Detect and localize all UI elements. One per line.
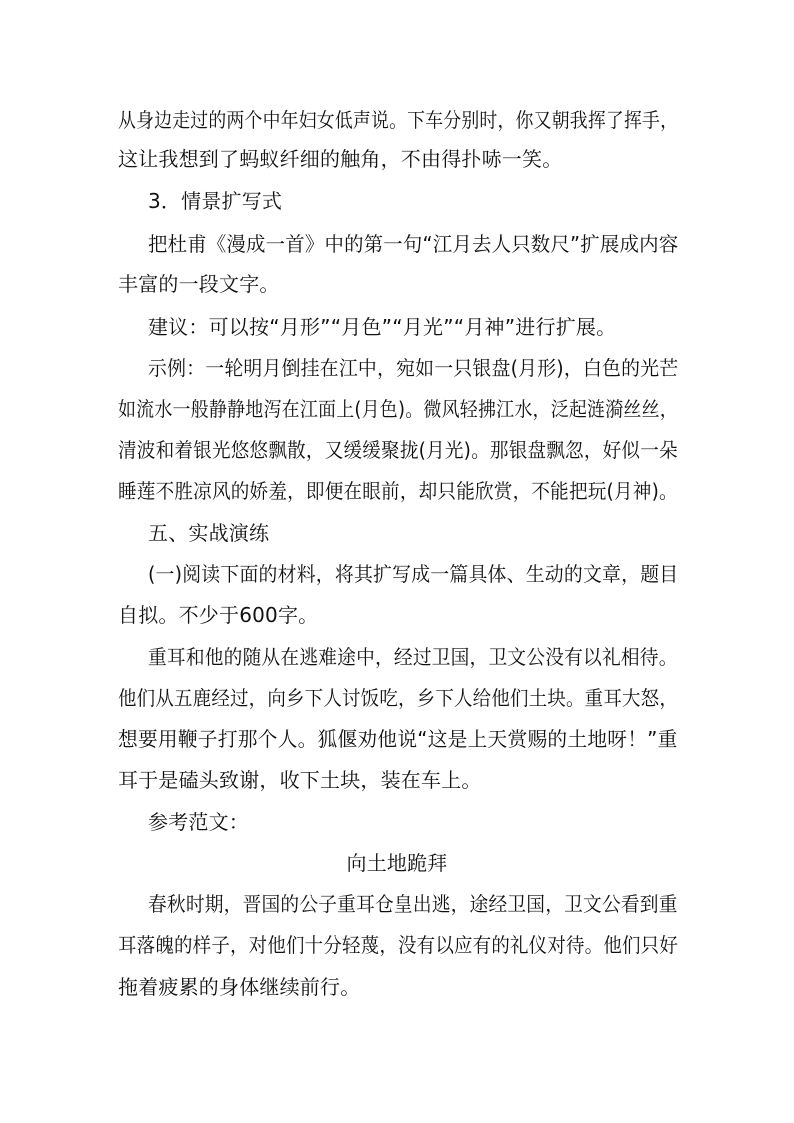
paragraph-line: 耳落魄的样子，对他们十分轻蔑，没有以应有的礼仪对待。他们只好 xyxy=(118,933,679,957)
paragraph-line: 拖着疲累的身体继续前行。 xyxy=(118,975,361,999)
section-heading: 五、实战演练 xyxy=(148,521,270,545)
paragraph-line: 如流水一般静静地泻在江面上(月色)。微风轻拂江水，泛起涟漪丝丝， xyxy=(118,397,679,421)
paragraph-line: 清波和着银光悠悠飘散，又缓缓聚拢(月光)。那银盘飘忽，好似一朵 xyxy=(118,438,678,462)
paragraph-line: (一)阅读下面的材料，将其扩写成一篇具体、生动的文章，题目 xyxy=(148,562,679,586)
paragraph-line: 从身边走过的两个中年妇女低声说。下车分别时，你又朝我挥了挥手， xyxy=(118,108,679,132)
paragraph-line: 重耳和他的随从在逃难途中，经过卫国，卫文公没有以礼相待。 xyxy=(148,645,678,669)
essay-title: 向土地跪拜 xyxy=(346,851,448,875)
paragraph-line: 耳于是磕头致谢，收下土块，装在车上。 xyxy=(118,768,482,792)
paragraph-line: 示例：一轮明月倒挂在江中，宛如一只银盘(月形)，白色的光芒 xyxy=(148,356,679,380)
paragraph-line: 自拟。不少于600字。 xyxy=(118,603,319,627)
paragraph-line: 想要用鞭子打那个人。狐偃劝他说“这是上天赏赐的土地呀！”重 xyxy=(118,727,678,751)
paragraph-line: 参考范文： xyxy=(148,810,249,834)
paragraph-line: 建议：可以按“月形”“月色”“月光”“月神”进行扩展。 xyxy=(148,315,617,339)
section-heading: 3．情景扩写式 xyxy=(148,189,283,213)
paragraph-line: 他们从五鹿经过，向乡下人讨饭吃，乡下人给他们土块。重耳大怒， xyxy=(118,686,679,710)
paragraph-line: 睡莲不胜凉风的娇羞，即便在眼前，却只能欣赏，不能把玩(月神)。 xyxy=(118,479,678,503)
paragraph-line: 把杜甫《漫成一首》中的第一句“江月去人只数尺”扩展成内容 xyxy=(148,232,679,256)
paragraph-line: 这让我想到了蚂蚁纤细的触角，不由得扑哧一笑。 xyxy=(118,147,563,171)
paragraph-line: 春秋时期，晋国的公子重耳仓皇出逃，途经卫国，卫文公看到重 xyxy=(148,892,678,916)
paragraph-line: 丰富的一段文字。 xyxy=(118,272,280,296)
